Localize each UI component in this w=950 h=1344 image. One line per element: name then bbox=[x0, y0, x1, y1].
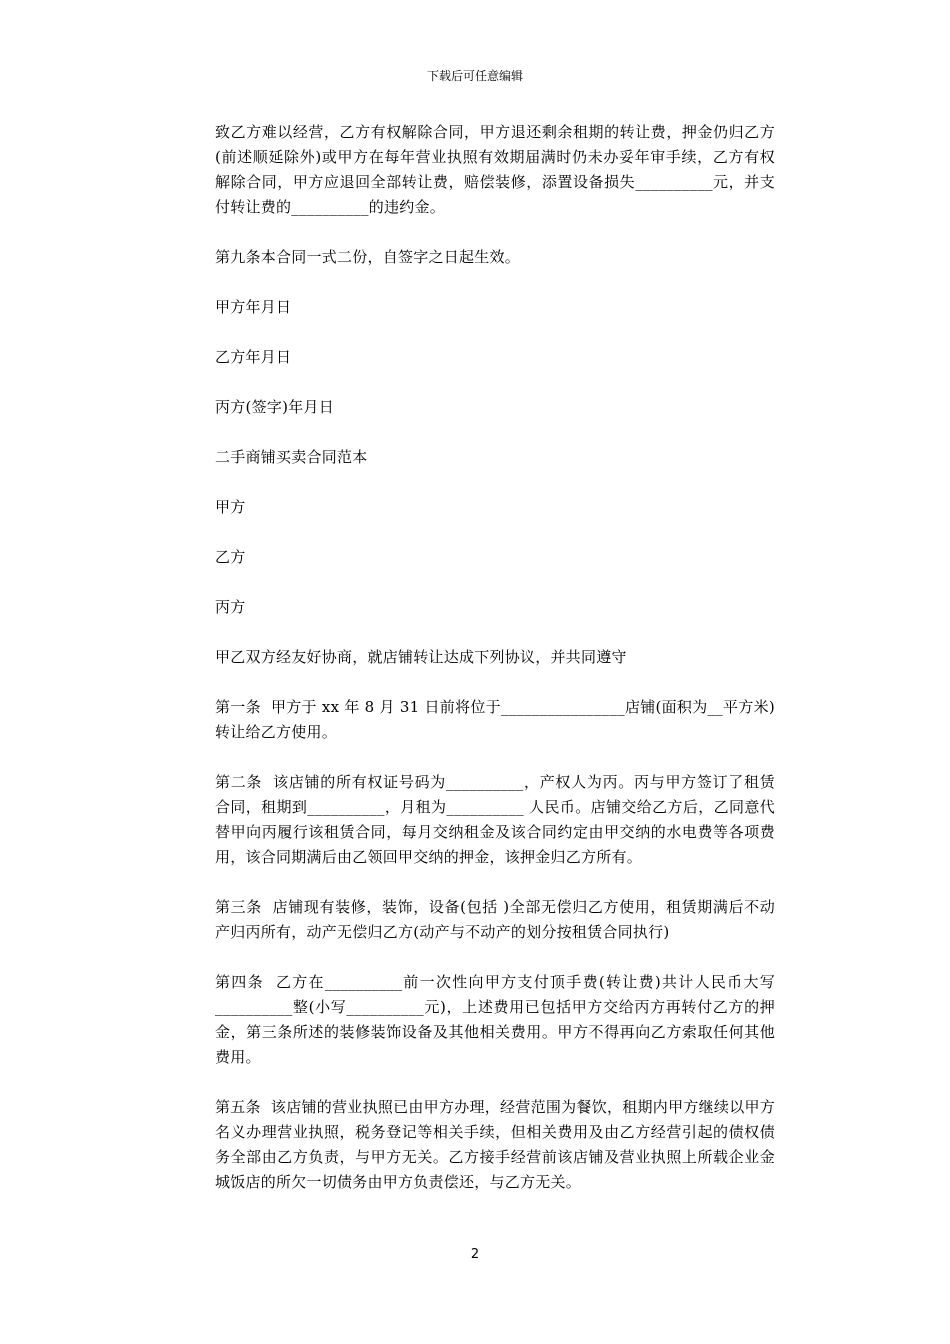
signature-party-a: 甲方年月日 bbox=[215, 298, 292, 316]
paragraph-article-3: 第三条 店铺现有装修，装饰，设备(包括 )全部无偿归乙方使用，租赁期满后不动产归丙所有，动产无偿归乙方(动产与不动产的划分按租赁合同执行) bbox=[215, 898, 775, 941]
page-header: 下载后可任意编辑 bbox=[426, 69, 523, 83]
party-c-label: 丙方 bbox=[215, 598, 246, 616]
party-b-label: 乙方 bbox=[215, 548, 246, 566]
page-number: 2 bbox=[470, 1247, 480, 1262]
section-title: 二手商铺买卖合同范本 bbox=[215, 448, 368, 466]
paragraph-article-9: 第九条本合同一式二份，自签字之日起生效。 bbox=[215, 248, 521, 266]
paragraph-article-4: 第四条 乙方在__________前一次性向甲方支付顶手费(转让费)共计人民币大写__________整(小写__________元)，上述费用已包括甲方交给丙方再转付乙方的押金，第三条所述的装修装饰设备及其他相关费用。甲方不得再向乙方索取任何其他费用。 bbox=[215, 973, 775, 1066]
paragraph-article-1: 第一条 甲方于 xx 年 8 月 31 日前将位于________________店铺(面积为__平方米)转让给乙方使用。 bbox=[215, 698, 775, 741]
document-body bbox=[215, 120, 775, 1220]
signature-party-c: 丙方(签字)年月日 bbox=[215, 398, 334, 416]
paragraph-article-5: 第五条 该店铺的营业执照已由甲方办理，经营范围为餐饮，租期内甲方继续以甲方名义办理营业执照，税务登记等相关手续，但相关费用及由乙方经营引起的债权债务全部由乙方负责，与甲方无关。乙方接手经营前该店铺及营业执照上所载企业金城饭店的所欠一切债务由甲方负责偿还，与乙方无关。 bbox=[215, 1098, 775, 1191]
paragraph-termination-clause: 致乙方难以经营，乙方有权解除合同，甲方退还剩余租期的转让费，押金仍归乙方(前述顺延除外)或甲方在每年营业执照有效期届满时仍未办妥年审手续，乙方有权解除合同，甲方应退回全部转让费，赔偿装修，添置设备损失__________元，并支付转让费的__________的违约金。 bbox=[215, 123, 775, 216]
party-a-label: 甲方 bbox=[215, 498, 246, 516]
signature-party-b: 乙方年月日 bbox=[215, 348, 292, 366]
paragraph-article-2: 第二条 该店铺的所有权证号码为__________，产权人为丙。丙与甲方签订了租赁合同，租期到__________，月租为__________ 人民币。店铺交给乙方后，乙同意代替甲向丙履行该租赁合同，每月交纳租金及该合同约定由甲交纳的水电费等各项费用，该合同期满后由乙领回甲交纳的押金，该押金归乙方所有。 bbox=[215, 773, 775, 866]
paragraph-preamble: 甲乙双方经友好协商，就店铺转让达成下列协议，并共同遵守 bbox=[215, 648, 627, 666]
